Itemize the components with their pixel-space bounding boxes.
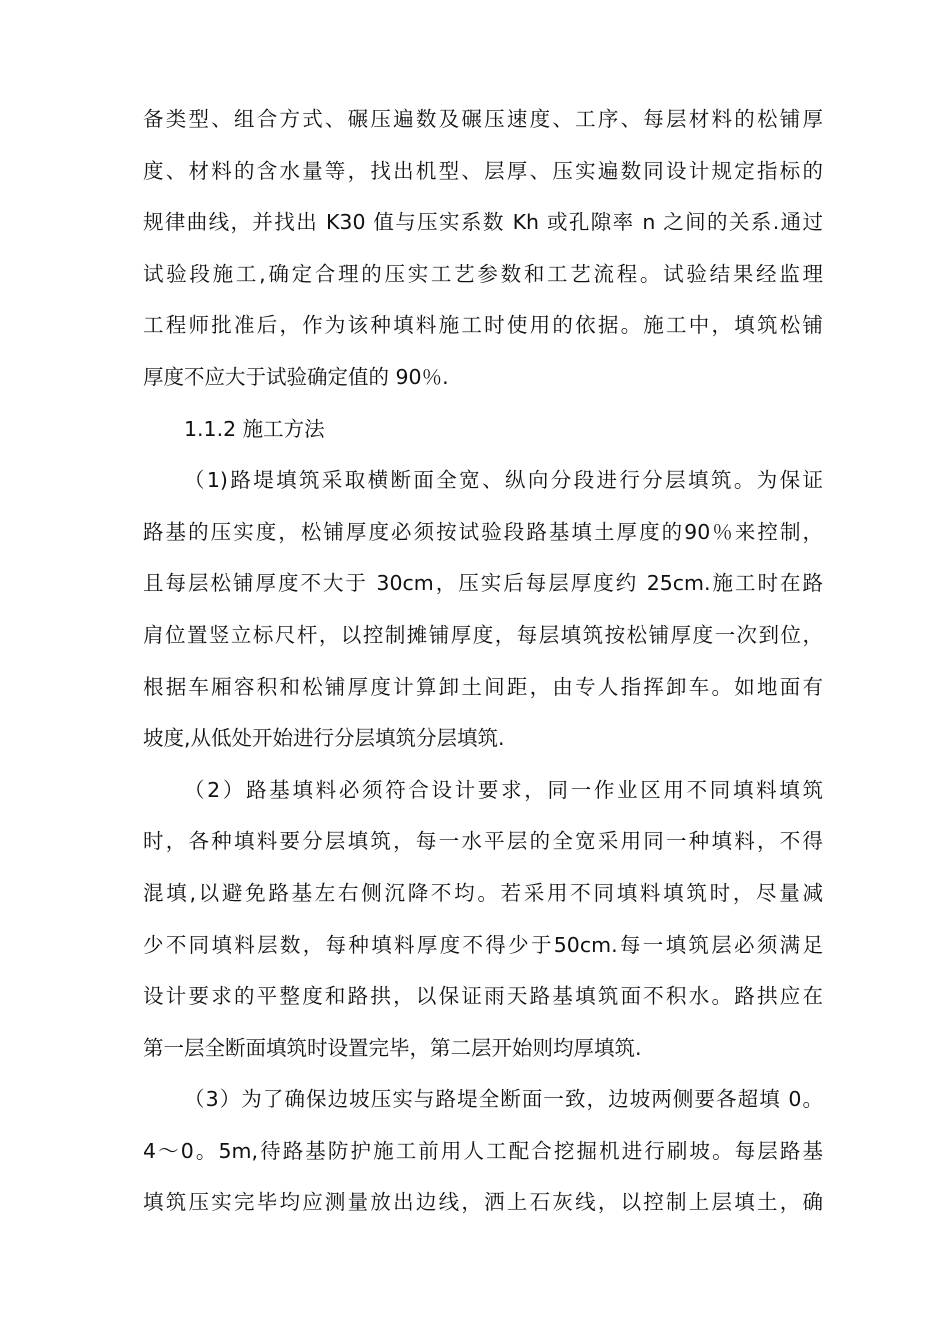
- text-line: 设计要求的平整度和路拱，以保证雨天路基填筑面不积水。路拱应在: [143, 984, 823, 1009]
- text-line: 4～0。5m,待路基防护施工前用人工配合挖掘机进行刷坡。每层路基: [143, 1138, 823, 1163]
- text-line: 路基的压实度，松铺厚度必须按试验段路基填土厚度的90％来控制，: [143, 519, 823, 544]
- text-line: 工程师批准后，作为该种填料施工时使用的依据。施工中，填筑松铺: [143, 313, 823, 338]
- paragraph-first-line: （2）路基填料必须符合设计要求，同一作业区用不同填料填筑: [184, 777, 823, 802]
- text-line: 根据车厢容积和松铺厚度计算卸土间距，由专人指挥卸车。如地面有: [143, 674, 823, 699]
- text-line: 少不同填料层数，每种填料厚度不得少于50cm.每一填筑层必须满足: [143, 932, 823, 957]
- text-line: 坡度,从低处开始进行分层填筑分层填筑.: [143, 726, 505, 751]
- text-line: 且每层松铺厚度不大于 30cm，压实后每层厚度约 25cm.施工时在路: [143, 571, 823, 596]
- text-line: 填筑压实完毕均应测量放出边线，洒上石灰线，以控制上层填土，确: [143, 1190, 823, 1215]
- paragraph-first-line: （1)路堤填筑采取横断面全宽、纵向分段进行分层填筑。为保证: [184, 468, 823, 493]
- text-line: 厚度不应大于试验确定值的 90％.: [143, 364, 449, 389]
- text-line: 备类型、组合方式、碾压遍数及碾压速度、工序、每层材料的松铺厚: [143, 107, 823, 131]
- section-heading: 1.1.2 施工方法: [184, 416, 325, 441]
- text-line: 规律曲线，并找出 K30 值与压实系数 Kh 或孔隙率 n 之间的关系.通过: [143, 210, 823, 235]
- text-line: 时，各种填料要分层填筑，每一水平层的全宽采用同一种填料，不得: [143, 829, 823, 854]
- text-line: 肩位置竖立标尺杆，以控制摊铺厚度，每层填筑按松铺厚度一次到位，: [143, 622, 823, 647]
- text-line: 第一层全断面填筑时设置完毕，第二层开始则均厚填筑.: [143, 1035, 642, 1060]
- text-line: 混填,以避免路基左右侧沉降不均。若采用不同填料填筑时，尽量减: [143, 880, 823, 905]
- body-text: [143, 94, 823, 1229]
- text-line: 度、材料的含水量等，找出机型、层厚、压实遍数同设计规定指标的: [143, 158, 823, 183]
- text-line: 试验段施工,确定合理的压实工艺参数和工艺流程。试验结果经监理: [143, 261, 823, 286]
- paragraph-first-line: （3）为了确保边坡压实与路堤全断面一致，边坡两侧要各超填 0。: [184, 1087, 823, 1112]
